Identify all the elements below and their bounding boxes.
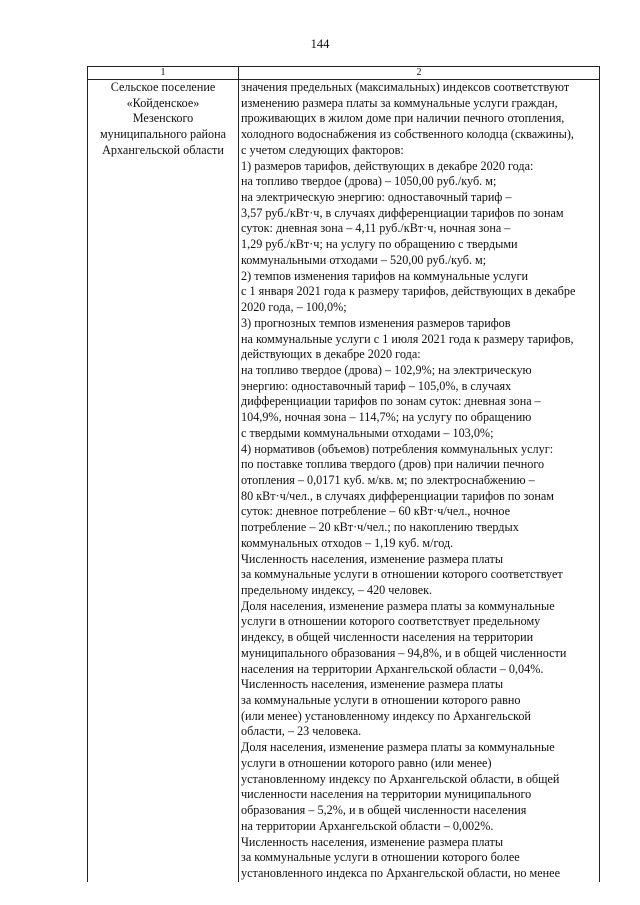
description-line: с учетом следующих факторов: xyxy=(241,142,404,157)
description-line: Численность населения, изменение размера платы xyxy=(241,551,504,566)
description-line: значения предельных (максимальных) индексов соответствуют xyxy=(241,80,570,94)
description-line: на коммунальные услуги с 1 июля 2021 года к размеру тарифов, xyxy=(241,331,574,346)
municipality-name-line: муниципального района xyxy=(99,127,227,142)
description-line: отопления – 0,0171 куб. м/кв. м; по электроснабжению – xyxy=(241,472,535,487)
description-line: суток: дневная зона – 4,11 руб./кВт·ч, ночная зона – xyxy=(241,221,511,236)
description-line: на топливо твердое (дрова) – 1050,00 руб./куб. м; xyxy=(241,174,497,189)
description-line: на территории Архангельской области – 0,002%. xyxy=(241,818,494,833)
description-line: области, – 23 человека. xyxy=(241,724,362,739)
description-line: населения на территории Архангельской области – 0,04%. xyxy=(241,661,544,676)
description-line: с 1 января 2021 года к размеру тарифов, действующих в декабре xyxy=(241,284,576,299)
description-line: предельному индексу, – 420 человек. xyxy=(241,583,433,597)
description-line: по поставке топлива твердого (дров) при наличии печного xyxy=(241,457,545,472)
description-line: установленного индекса по Архангельской области, но менее xyxy=(241,865,560,880)
description-line: 2) темпов изменения тарифов на коммунальные услуги xyxy=(241,268,528,283)
description-line: 104,9%, ночная зона – 114,7%; на услугу по обращению xyxy=(241,410,532,425)
description-line: за коммунальные услуги в отношении которого равно xyxy=(241,693,521,708)
description-line: индексу, в общей численности населения на территории xyxy=(241,630,534,645)
description-line: услуги в отношении которого соответствует предельному xyxy=(241,614,541,629)
column-header-1: 1 xyxy=(88,67,239,80)
description-line: 3) прогнозных темпов изменения размеров тарифов xyxy=(241,315,511,330)
description-line: за коммунальные услуги в отношении которого более xyxy=(241,850,520,865)
description-line: муниципального образования – 94,8%, и в общей численности xyxy=(241,645,567,660)
municipality-name-line: Мезенского xyxy=(132,111,194,126)
municipality-name-line: «Койденское» xyxy=(126,95,200,110)
description-line: потребление – 20 кВт·ч/чел.; по накоплению твердых xyxy=(241,520,519,535)
description-line: на электрическую энергию: одноставочный тариф – xyxy=(241,190,512,205)
municipality-name-line: Сельское поселение xyxy=(110,80,216,94)
description-line: с твердыми коммунальными отходами – 103,0%; xyxy=(241,425,494,440)
page-number: 144 xyxy=(310,37,330,51)
description-line: численности населения на территории муниципального xyxy=(241,787,532,802)
municipality-name-line: Архангельской области xyxy=(102,142,224,157)
description-line: изменению размера платы за коммунальные услуги граждан, xyxy=(241,95,558,110)
description-line: 3,57 руб./кВт·ч, в случаях дифференциации тарифов по зонам xyxy=(241,205,564,220)
description-line: холодного водоснабжения из собственного колодца (скважины), xyxy=(241,127,574,142)
description-line: энергию: одноставочный тариф – 105,0%, в случаях xyxy=(241,378,512,393)
description-line: проживающих в жилом доме при наличии печного отопления, xyxy=(241,111,565,126)
description-line: Доля населения, изменение размера платы за коммунальные xyxy=(241,740,555,755)
description-line: 80 кВт·ч/чел., в случаях дифференциации тарифов по зонам xyxy=(241,488,555,503)
description-line: 2020 года, – 100,0%; xyxy=(241,300,347,315)
column-header-2: 2 xyxy=(239,67,600,80)
description-line: услуги в отношении которого равно (или менее) xyxy=(241,755,492,770)
description-line: коммунальных отходов – 1,19 куб. м/год. xyxy=(241,535,454,550)
description-line: 4) нормативов (объемов) потребления коммунальных услуг: xyxy=(241,441,554,456)
tariff-table xyxy=(87,66,600,882)
description-line: на топливо твердое (дрова) – 102,9%; на электрическую xyxy=(241,362,532,377)
description-line: образования – 5,2%, и в общей численности населения xyxy=(241,803,527,818)
description-line: Численность населения, изменение размера платы xyxy=(241,834,504,849)
description-line: 1) размеров тарифов, действующих в декабре 2020 года: xyxy=(241,158,534,173)
description-line: действующих в декабре 2020 года: xyxy=(241,347,421,362)
description-line: коммунальными отходами – 520,00 руб./куб. м; xyxy=(241,252,487,267)
description-line: дифференциации тарифов по зонам суток: дневная зона – xyxy=(241,394,541,409)
description-line: (или менее) установленному индексу по Архангельской xyxy=(241,708,531,723)
table-row xyxy=(88,80,600,882)
municipality-name-cell xyxy=(88,80,239,882)
description-line: 1,29 руб./кВт·ч; на услугу по обращению с твердыми xyxy=(241,237,518,252)
description-line: Доля населения, изменение размера платы за коммунальные xyxy=(241,598,555,613)
table-header-row xyxy=(88,67,600,80)
description-line: установленному индексу по Архангельской области, в общей xyxy=(241,771,560,786)
description-line: за коммунальные услуги в отношении которого соответствует xyxy=(241,567,563,582)
description-line: Численность населения, изменение размера платы xyxy=(241,677,504,692)
index-description-cell xyxy=(239,80,600,882)
description-line: суток: дневное потребление – 60 кВт·ч/чел., ночное xyxy=(241,504,511,519)
